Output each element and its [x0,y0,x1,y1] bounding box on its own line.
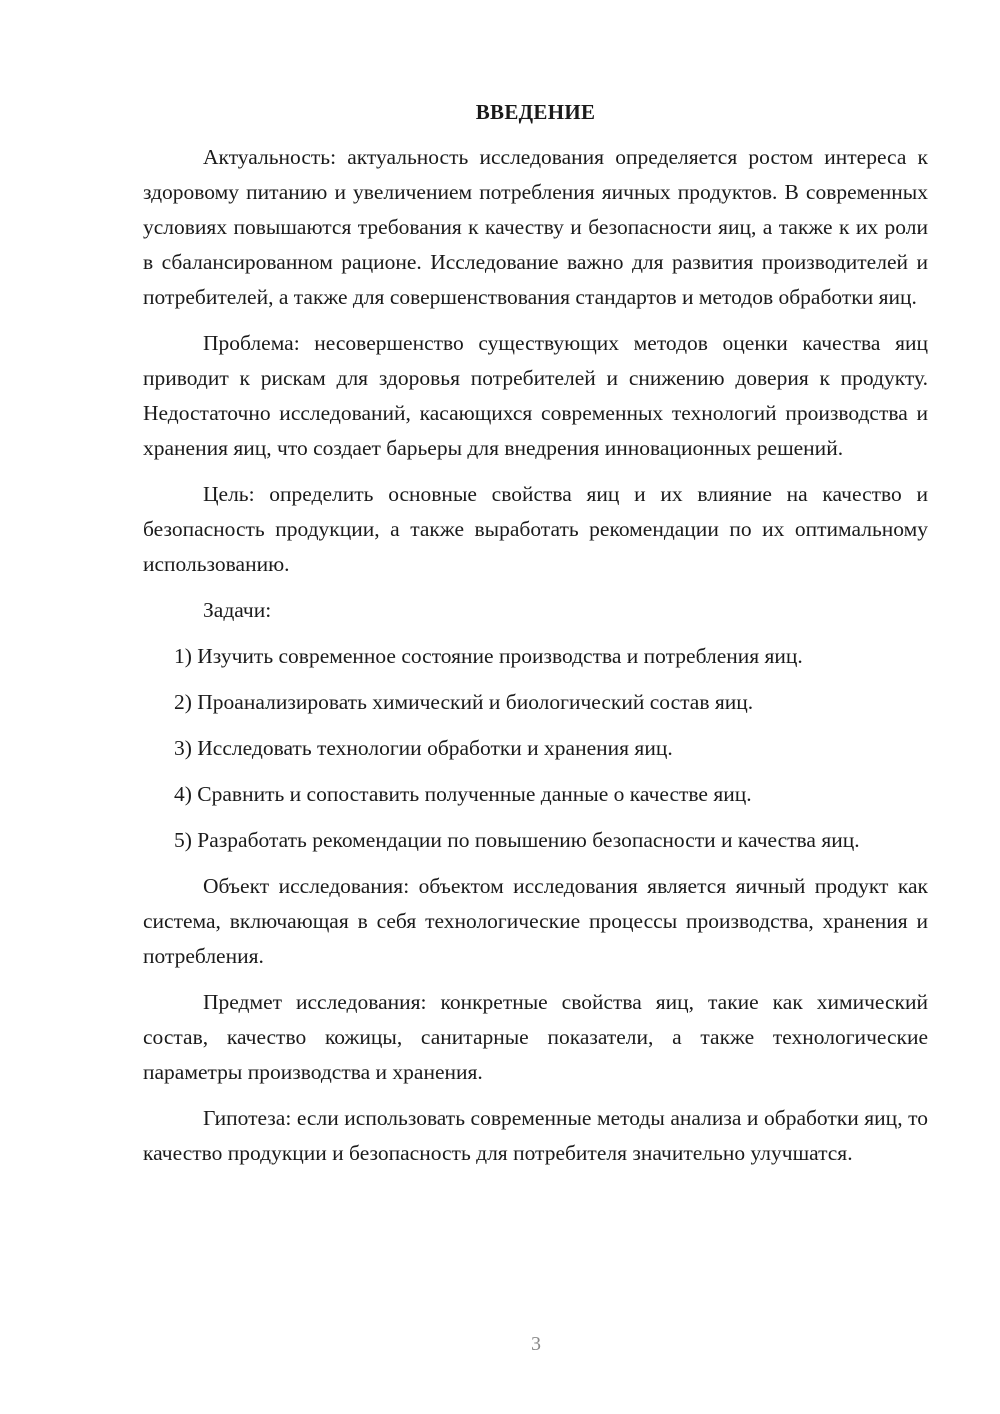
task-item: 2) Проанализировать химический и биологический состав яиц. [174,690,754,714]
page-title: ВВЕДЕНИЕ [475,100,596,124]
task-item: 4) Сравнить и сопоставить полученные данные о качестве яиц. [174,782,752,806]
task-item: 3) Исследовать технологии обработки и хранения яиц. [174,736,673,760]
page-content [143,95,928,1182]
task-item: 1) Изучить современное состояние производства и потребления яиц. [174,644,803,668]
object-paragraph: Объект исследования: объектом исследования является яичный продукт как система, включающая в себя технологические процессы производства, хранения и потребления. [143,874,928,968]
tasks-list [143,639,928,858]
relevance-paragraph: Актуальность: актуальность исследования определяется ростом интереса к здоровому питанию и увеличением потребления яичных продуктов. В современных условиях повышаются требования к качеству и безопасности яиц, а также к их роли в сбалансированном рационе. Исследование важно для развития производителей и потребителей, а также для совершенствования стандартов и методов обработки яиц. [143,145,928,309]
problem-paragraph: Проблема: несовершенство существующих методов оценки качества яиц приводит к рискам для здоровья потребителей и снижению доверия к продукту. Недостаточно исследований, касающихся современных технологий производства и хранения яиц, что создает барьеры для внедрения инновационных решений. [143,331,928,460]
hypothesis-paragraph: Гипотеза: если использовать современные методы анализа и обработки яиц, то качество продукции и безопасность для потребителя значительно улучшатся. [143,1106,928,1165]
page-number: 3 [531,1333,541,1355]
subject-paragraph: Предмет исследования: конкретные свойства яиц, такие как химический состав, качество кожицы, санитарные показатели, а также технологические параметры производства и хранения. [143,990,928,1084]
goal-paragraph: Цель: определить основные свойства яиц и их влияние на качество и безопасность продукции, а также выработать рекомендации по их оптимальному использованию. [143,482,928,576]
tasks-heading: Задачи: [203,598,272,622]
task-item: 5) Разработать рекомендации по повышению безопасности и качества яиц. [174,828,860,852]
